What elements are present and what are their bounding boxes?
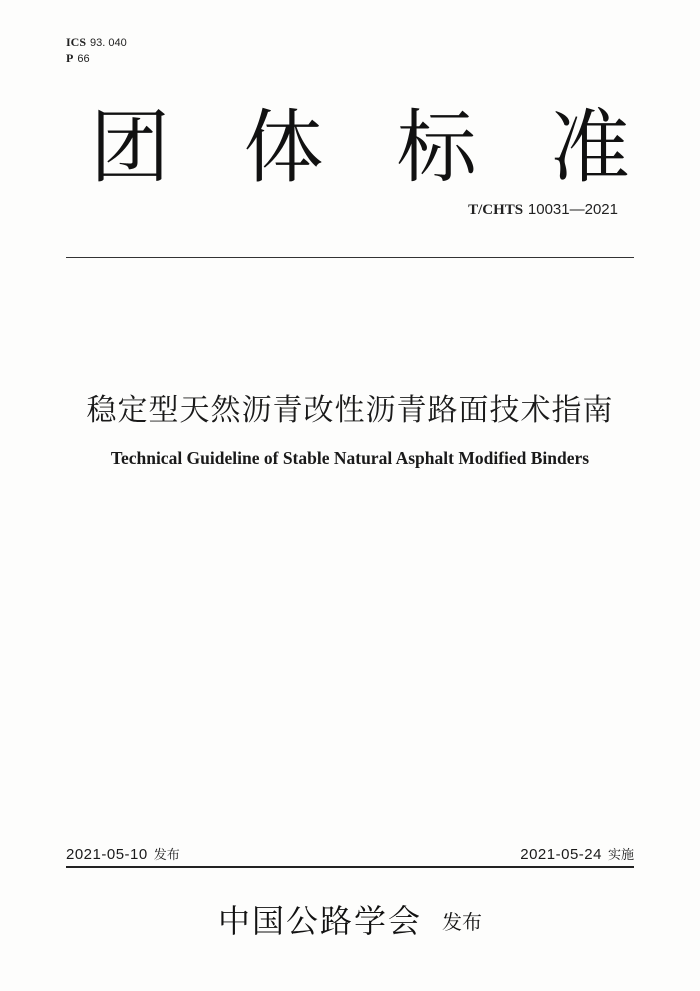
standard-number-prefix: T/CHTS — [468, 202, 524, 218]
title-chinese: 稳定型天然沥青改性沥青路面技术指南 — [86, 393, 614, 428]
issue-date: 2021-05-10 — [66, 846, 148, 863]
ics-value: 93. 040 — [90, 37, 127, 49]
standard-number — [468, 200, 618, 219]
implement-date: 2021-05-24 — [520, 846, 602, 863]
publisher-action: 发布 — [442, 910, 482, 934]
implement-date-block — [520, 844, 634, 863]
issue-label: 发布 — [153, 848, 180, 863]
publisher-line — [0, 896, 700, 942]
classification-block — [66, 35, 127, 67]
ccs-label: P — [66, 51, 74, 65]
ccs-value: 66 — [77, 53, 90, 65]
implement-label: 实施 — [607, 848, 634, 863]
standard-type-char: 准 — [549, 101, 630, 194]
standard-number-value: 10031—2021 — [527, 201, 618, 218]
standard-type-char: 标 — [396, 101, 477, 194]
title-english: Technical Guideline of Stable Natural Asphalt Modified Binders — [110, 448, 590, 468]
publisher-organization: 中国公路学会 — [217, 902, 422, 940]
ics-label: ICS — [66, 35, 87, 49]
standard-type-heading — [90, 102, 630, 194]
ics-line — [66, 35, 127, 51]
standard-type-char: 团 — [90, 101, 170, 194]
ccs-line — [66, 51, 127, 67]
issue-date-block — [66, 844, 180, 863]
footer-divider — [66, 866, 634, 868]
standard-type-char: 体 — [243, 101, 324, 194]
header-divider — [66, 257, 634, 258]
